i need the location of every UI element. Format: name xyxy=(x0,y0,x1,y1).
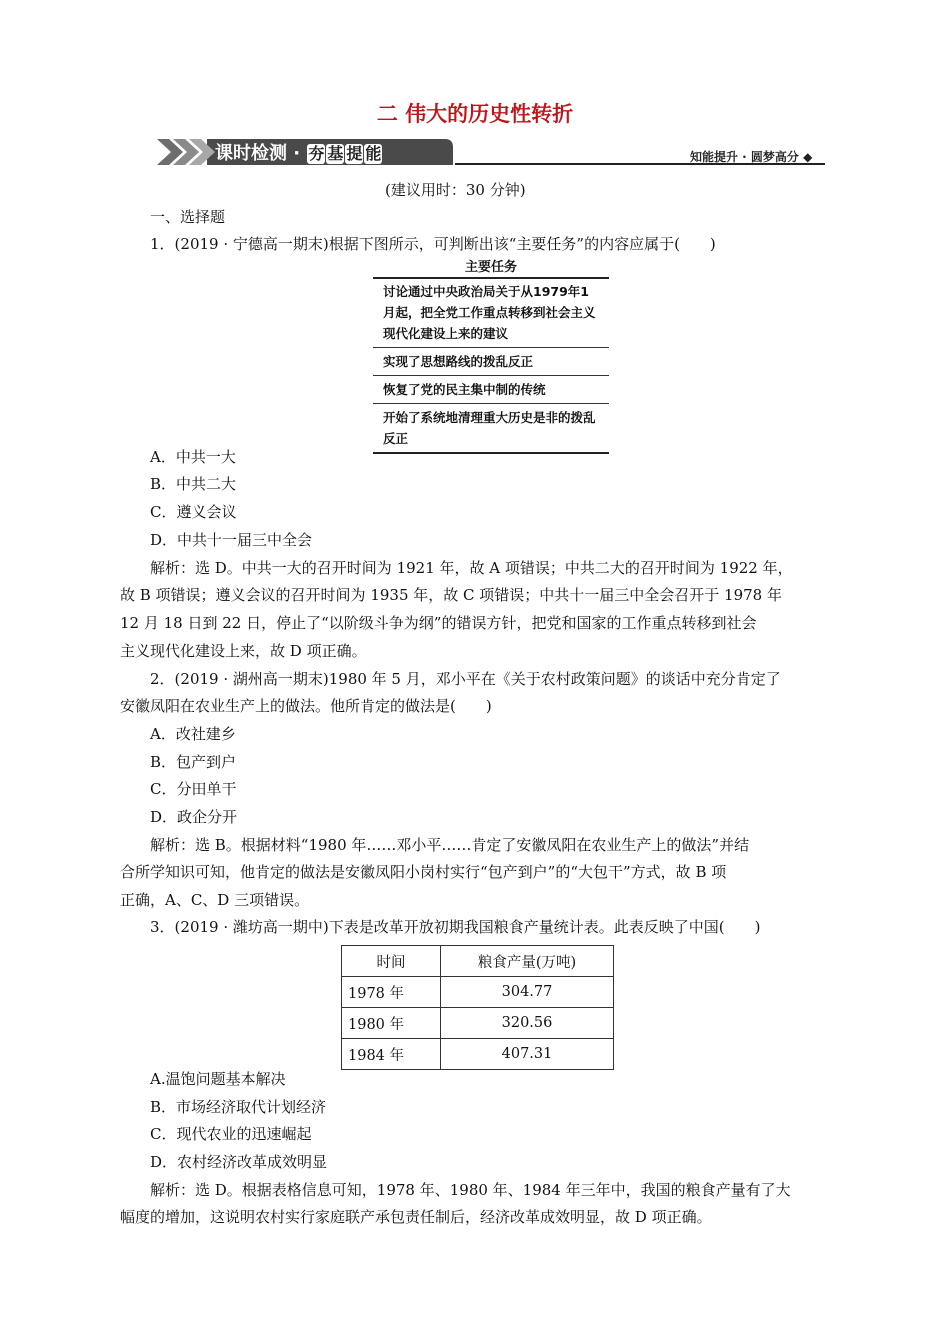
table-header: 粮食产量(万吨) xyxy=(441,946,614,977)
q3-analysis-line: 幅度的增加，这说明农村实行家庭联产承包责任制后，经济改革成效明显，故 D 项正确。 xyxy=(120,1208,712,1226)
q2-analysis-line: 正确，A、C、D 三项错误。 xyxy=(120,891,310,909)
q2-option-d: D．政企分开 xyxy=(150,808,238,826)
q3-analysis-line: 解析：选 D。根据表格信息可知，1978 年、1980 年、1984 年三年中，我国的粮食产量有了大 xyxy=(150,1181,791,1199)
q2-analysis-line: 解析：选 B。根据材料“1980 年……邓小平……肯定了安徽凤阳在农业生产上的做法”并结 xyxy=(150,836,750,854)
banner-char: 夯 xyxy=(308,144,325,163)
banner-char: 提 xyxy=(346,144,363,163)
q2-stem: 2．(2019 · 湖州高一期末)1980 年 5 月，邓小平在《关于农村政策问题》的谈话中充分肯定了 xyxy=(150,670,781,688)
q3-stem: 3．(2019 · 潍坊高一期中)下表是改革开放初期我国粮食产量统计表。此表反映了中国( ) xyxy=(150,918,761,936)
q1-analysis-line: 解析：选 D。中共一大的召开时间为 1921 年，故 A 项错误；中共二大的召开时间为 1922 年， xyxy=(150,559,793,577)
banner-tag: 知能提升 · 圆梦高分 ◆ xyxy=(690,150,813,164)
table-cell: 1984 年 xyxy=(342,1039,441,1070)
task-box-title: 主要任务 xyxy=(373,258,609,278)
q1-stem: 1．(2019 · 宁德高一期末)根据下图所示，可判断出该“主要任务”的内容应属于( ) xyxy=(150,235,716,253)
q1-analysis-line: 主义现代化建设上来，故 D 项正确。 xyxy=(120,642,367,660)
table-row xyxy=(342,977,614,1008)
q1-analysis-line: 12 月 18 日到 22 日，停止了“以阶级斗争为纲”的错误方针，把党和国家的工作重点转移到社会 xyxy=(120,614,757,632)
q3-option-b: B．市场经济取代计划经济 xyxy=(150,1098,327,1116)
table-row xyxy=(342,1008,614,1039)
q1-option-c: C．遵义会议 xyxy=(150,503,237,521)
table-cell: 1978 年 xyxy=(342,977,441,1008)
q2-option-a: A．改社建乡 xyxy=(150,725,236,743)
task-row: 开始了系统地清理重大历史是非的拨乱反正 xyxy=(373,404,609,454)
page-title: 二 伟大的历史性转折 xyxy=(376,102,574,126)
table-cell: 407.31 xyxy=(441,1039,614,1070)
q2-analysis-line: 合所学知识可知，他肯定的做法是安徽凤阳小岗村实行“包产到户”的“大包干”方式，故 B 项 xyxy=(120,863,727,881)
banner-char: 能 xyxy=(365,144,382,163)
banner-char: 基 xyxy=(327,144,344,163)
table-cell: 320.56 xyxy=(441,1008,614,1039)
q1-option-d: D．中共十一届三中全会 xyxy=(150,531,313,549)
table-header-row xyxy=(342,946,614,977)
q1-task-box xyxy=(373,258,609,454)
q2-option-c: C．分田单干 xyxy=(150,780,237,798)
grain-table xyxy=(341,945,614,1070)
banner-label: 课时检测 · 夯 基 提 能 xyxy=(215,143,382,164)
q1-option-b: B．中共二大 xyxy=(150,475,237,493)
q3-option-c: C．现代农业的迅速崛起 xyxy=(150,1125,312,1143)
table-cell: 304.77 xyxy=(441,977,614,1008)
q3-option-d: D．农村经济改革成效明显 xyxy=(150,1153,328,1171)
q2-option-b: B．包产到户 xyxy=(150,753,237,771)
q2-stem: 安徽凤阳在农业生产上的做法。他所肯定的做法是( ) xyxy=(120,697,492,715)
task-row: 恢复了党的民主集中制的传统 xyxy=(373,376,609,404)
table-cell: 1980 年 xyxy=(342,1008,441,1039)
table-row xyxy=(342,1039,614,1070)
time-note: (建议用时：30 分钟) xyxy=(385,181,526,199)
q3-option-a: A.温饱问题基本解决 xyxy=(150,1070,286,1088)
task-row: 讨论通过中央政治局关于从1979年1月起，把全党工作重点转移到社会主义现代化建设上来的建议 xyxy=(373,278,609,348)
table-header: 时间 xyxy=(342,946,441,977)
q1-analysis-line: 故 B 项错误；遵义会议的召开时间为 1935 年，故 C 项错误；中共十一届三中全会召开于 1978 年 xyxy=(120,586,782,604)
section-heading: 一、选择题 xyxy=(150,208,226,226)
task-row: 实现了思想路线的拨乱反正 xyxy=(373,348,609,376)
q1-option-a: A．中共一大 xyxy=(150,448,236,466)
